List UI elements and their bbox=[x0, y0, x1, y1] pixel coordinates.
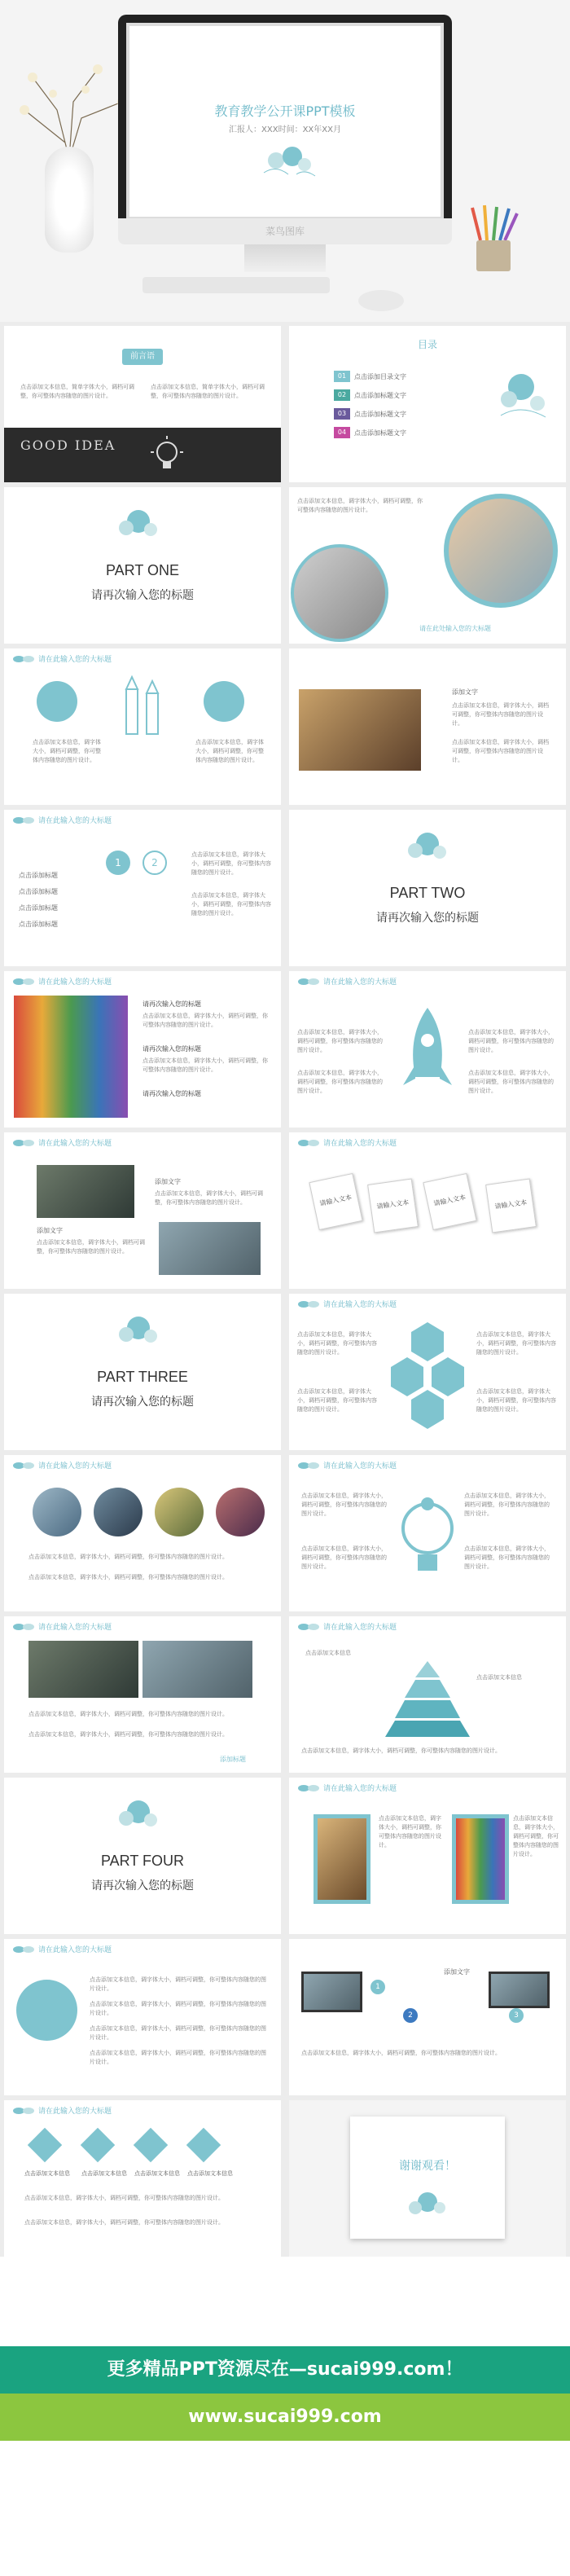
preface-text-left: 点击添加文本信息，简单字体大小，调档可调整，你可整体内容随您的图片设计。 bbox=[20, 384, 134, 399]
body-text-3: 点击添加文本信息，调字体大小，调档可调整，你可整体内容随您的图片设计。 bbox=[464, 1492, 550, 1517]
slide-header bbox=[297, 1137, 397, 1148]
slide-header bbox=[297, 976, 397, 987]
hero-section bbox=[0, 0, 570, 322]
floral-icon bbox=[399, 2182, 456, 2222]
toc-title: 目录 bbox=[417, 339, 437, 350]
pencil-cup-icon bbox=[464, 204, 521, 273]
body-text-2: 点击添加文本信息，调字体大小，调档可调整，你可整体内容随您的图片设计。 bbox=[37, 1239, 145, 1255]
toc-num-4: 04 bbox=[334, 427, 350, 438]
slide-header-text: 请在此输入您的大标题 bbox=[38, 1946, 112, 1954]
step-label: 点击添加标题 bbox=[19, 872, 58, 879]
palette-icon bbox=[37, 681, 77, 722]
body-text: 点击添加文本信息，调字体大小，调档可调整，你可整体内容随您的图片设计。 bbox=[142, 1013, 268, 1028]
slide-two-photos bbox=[4, 1616, 281, 1773]
step-circle: 1 bbox=[370, 1980, 385, 1994]
body-text-2: 点击添加文本信息 bbox=[476, 1674, 522, 1681]
step-circle: 2 bbox=[403, 2008, 418, 2023]
label: 点击添加文本信息 bbox=[134, 2170, 180, 2177]
floral-icon bbox=[106, 497, 171, 546]
slide-header bbox=[12, 1460, 112, 1470]
body-text: 点击添加文本信息，调字体大小，调档可调整，你可整体内容随您的图片设计。 bbox=[24, 2195, 224, 2201]
slide-books bbox=[289, 648, 566, 805]
body-text-2: 点击添加文本信息，调字体大小，调档可调整，你可整体内容随您的图片设计。 bbox=[191, 892, 271, 917]
body-text-3: 点击添加文本信息，调字体大小，调档可调整，你可整体内容随您的图片设计。 bbox=[90, 2025, 266, 2041]
toc-item-4[interactable]: 点击添加标题文字 bbox=[354, 429, 406, 437]
slide-header bbox=[12, 1944, 112, 1954]
meeting-photo bbox=[142, 1641, 252, 1698]
body-text-2: 点击添加文本信息，调字体大小，调档可调整，你可整体内容随您的图片设计。 bbox=[297, 1070, 383, 1094]
leaf-icon bbox=[12, 1622, 35, 1632]
step-label: 点击添加标题 bbox=[19, 921, 58, 928]
framed-photo bbox=[452, 1814, 509, 1904]
classroom-photo bbox=[37, 1165, 134, 1218]
body-text: 点击添加文本信息，调字体大小，调档可调整，你可整体内容随您的图片设计。 bbox=[301, 2050, 501, 2056]
keyboard-image bbox=[142, 277, 330, 293]
floral-icon bbox=[260, 140, 317, 181]
lightbulb-icon bbox=[395, 1488, 460, 1585]
slide-header bbox=[297, 1460, 397, 1470]
body-text-2: 点击添加文本信息，调字体大小，调档可调整，你可整体内容随您的图片设计。 bbox=[301, 1545, 387, 1570]
laptop-photo bbox=[301, 1972, 362, 2012]
toc-num-3: 03 bbox=[334, 408, 350, 420]
slide-header-text: 请在此输入您的大标题 bbox=[38, 656, 112, 664]
part-subtitle: 请再次输入您的标题 bbox=[91, 1879, 194, 1892]
circle-photo bbox=[216, 1488, 265, 1536]
slide-header-text: 请在此输入您的大标题 bbox=[323, 1462, 397, 1470]
chalk-text: GOOD IDEA bbox=[20, 437, 116, 453]
body-text: 点击添加文本信息，调字体大小，调档可调整，你可整体内容随您的图片设计。 bbox=[191, 851, 271, 876]
slide-diamonds bbox=[4, 2100, 281, 2257]
leaf-icon bbox=[297, 1783, 320, 1793]
step-circle: 3 bbox=[509, 2008, 524, 2023]
slide-part-two bbox=[289, 810, 566, 966]
leaf-icon bbox=[12, 977, 35, 987]
slide-header bbox=[12, 1137, 112, 1148]
slide-header-text: 请在此输入您的大标题 bbox=[323, 1785, 397, 1793]
part-title: PART TWO bbox=[389, 885, 466, 901]
slide-notes bbox=[289, 1132, 566, 1289]
slide-header bbox=[297, 1299, 397, 1309]
body-text-2: 点击添加文本信息，调字体大小，调档可调整，你可整体内容随您的图片设计。 bbox=[513, 1815, 559, 1857]
leaf-icon bbox=[12, 1138, 35, 1148]
add-text-label: 添加文字 bbox=[444, 1968, 470, 1976]
thanks-text: 谢谢观看！ bbox=[399, 2160, 456, 2173]
body-text-2: 点击添加文本信息，调字体大小，调档可调整，你可整体内容随您的图片设计。 bbox=[452, 739, 549, 763]
monitor-frame bbox=[118, 15, 452, 228]
diamond-icon bbox=[28, 2128, 62, 2162]
body-text: 点击添加文本信息，调字体大小，调档可调整，你可整体内容随您的图片设计。 bbox=[28, 1554, 228, 1560]
preface-text-right: 点击添加文本信息，简单字体大小，调档可调整，你可整体内容随您的图片设计。 bbox=[151, 384, 265, 399]
slide-preface bbox=[4, 326, 281, 482]
circle-photo bbox=[94, 1488, 142, 1536]
part-title: PART THREE bbox=[97, 1369, 188, 1385]
body-text-3: 点击添加文本信息，调字体大小，调档可调整，你可整体内容随您的图片设计。 bbox=[468, 1029, 554, 1053]
body-text: 点击添加文本信息 bbox=[305, 1650, 351, 1656]
body-text-2: 点击添加文本信息，调字体大小，调档可调整，你可整体内容随您的图片设计。 bbox=[24, 2219, 224, 2226]
body-text-2: 点击添加文本信息，调字体大小，调档可调整，你可整体内容随您的图片设计。 bbox=[28, 1574, 228, 1580]
floral-icon bbox=[106, 1303, 171, 1352]
body-text-4: 点击添加文本信息，调字体大小，调档可调整，你可整体内容随您的图片设计。 bbox=[468, 1070, 554, 1094]
slide-thanks bbox=[289, 2100, 566, 2257]
hand-icon bbox=[204, 681, 244, 722]
circle-photo bbox=[33, 1488, 81, 1536]
figure-photo bbox=[291, 544, 388, 642]
website-banner[interactable]: www.sucai999.com bbox=[0, 2394, 570, 2441]
body-text: 点击添加文本信息，调字体大小，调档可调整，你可整体内容随您的图片设计。 bbox=[301, 1492, 387, 1517]
body-text: 点击添加文本信息，调字体大小，调档可调整，你可整体内容随您的图片设计。 bbox=[297, 1029, 383, 1053]
toc-item-3[interactable]: 点击添加标题文字 bbox=[354, 411, 406, 418]
tablet-photo bbox=[489, 1972, 550, 2008]
caption: 请在此处输入您的大标题 bbox=[419, 625, 491, 632]
body-text-left: 点击添加文本信息，调字体大小，调档可调整，你可整体内容随您的图片设计。 bbox=[33, 739, 101, 763]
slide-header bbox=[12, 976, 112, 987]
framed-photo bbox=[314, 1814, 370, 1904]
label: 点击添加文本信息 bbox=[24, 2170, 70, 2177]
slide-header bbox=[297, 1783, 397, 1793]
body-text-2: 点击添加文本信息，调字体大小，调档可调整，你可整体内容随您的图片设计。 bbox=[28, 1731, 228, 1738]
slide-steps bbox=[4, 810, 281, 966]
steps-list bbox=[19, 871, 58, 929]
pushpin-icon bbox=[16, 1980, 77, 2041]
note-card: 请输入文本 bbox=[423, 1173, 476, 1230]
rocket-icon bbox=[399, 1004, 456, 1101]
slide-header-text: 请在此输入您的大标题 bbox=[38, 978, 112, 987]
body-text: 点击添加文本信息，调字体大小，调档可调整，你可整体内容随您的图片设计。 bbox=[297, 1331, 377, 1356]
leaf-icon bbox=[297, 1622, 320, 1632]
flowers-illustration bbox=[8, 61, 130, 159]
leaf-icon bbox=[12, 1461, 35, 1470]
note-card: 请输入文本 bbox=[485, 1178, 537, 1233]
slide-header-text: 请在此输入您的大标题 bbox=[38, 1624, 112, 1632]
slide-lightbulb bbox=[289, 1455, 566, 1611]
slide-header-text: 请在此输入您的大标题 bbox=[323, 1624, 397, 1632]
leaf-icon bbox=[12, 2106, 35, 2116]
toc-item-1[interactable]: 点击添加目录文字 bbox=[354, 373, 406, 380]
slide-header-text: 请在此输入您的大标题 bbox=[38, 1140, 112, 1148]
slide-header-text: 请在此输入您的大标题 bbox=[323, 978, 397, 987]
step-label: 点击添加标题 bbox=[19, 888, 58, 895]
label: 点击添加文本信息 bbox=[187, 2170, 233, 2177]
body-text-2: 点击添加文本信息，调字体大小，调档可调整，你可整体内容随您的图片设计。 bbox=[142, 1057, 268, 1073]
vase-image bbox=[45, 147, 94, 253]
pencils-photo bbox=[14, 996, 128, 1118]
add-text-label: 添加文字 bbox=[452, 688, 478, 696]
heading: 请再次输入您的标题 bbox=[142, 1000, 201, 1008]
note-card: 请输入文本 bbox=[367, 1178, 419, 1233]
toc-num-2: 02 bbox=[334, 389, 350, 401]
body-text: 点击添加文本信息，调字体大小，调档可调整，你可整体内容随您的图片设计。 bbox=[297, 498, 423, 513]
body-text: 点击添加文本信息，调字体大小，调档可调整，你可整体内容随您的图片设计。 bbox=[452, 702, 549, 727]
slide-pencils bbox=[4, 971, 281, 1128]
body-text-3: 点击添加文本信息，调字体大小，调档可调整，你可整体内容随您的图片设计。 bbox=[301, 1747, 501, 1754]
floral-icon bbox=[493, 358, 554, 424]
step-label: 点击添加标题 bbox=[19, 904, 58, 912]
heading: 请再次输入您的标题 bbox=[142, 1045, 201, 1053]
add-title-label: 添加标题 bbox=[220, 1756, 246, 1763]
slide-framed-photos bbox=[289, 1778, 566, 1934]
part-title: PART FOUR bbox=[100, 1853, 184, 1869]
floral-icon bbox=[395, 820, 460, 868]
circle-photo bbox=[155, 1488, 204, 1536]
leaf-icon bbox=[12, 654, 35, 664]
slide-pin bbox=[4, 1939, 281, 2095]
slide-header bbox=[12, 2105, 112, 2116]
slide-devices bbox=[289, 1939, 566, 2095]
floral-icon bbox=[106, 1787, 171, 1836]
body-text: 点击添加文本信息，调字体大小，调档可调整，你可整体内容随您的图片设计。 bbox=[90, 1976, 266, 1992]
body-text-3: 点击添加文本信息，调字体大小，调档可调整，你可整体内容随您的图片设计。 bbox=[476, 1331, 556, 1356]
part-subtitle: 请再次输入您的标题 bbox=[91, 589, 194, 602]
books-photo bbox=[299, 689, 421, 771]
leaf-icon bbox=[12, 1945, 35, 1954]
slide-part-one bbox=[4, 487, 281, 644]
cover-slide bbox=[126, 23, 444, 220]
toc-num-1: 01 bbox=[334, 371, 350, 382]
slide-header-text: 请在此输入您的大标题 bbox=[38, 817, 112, 825]
cover-subtitle: 汇报人：XXX时间：XX年XX月 bbox=[229, 125, 341, 134]
slide-header bbox=[297, 1621, 397, 1632]
diamond-icon bbox=[81, 2128, 115, 2162]
body-text-4: 点击添加文本信息，调字体大小，调档可调整，你可整体内容随您的图片设计。 bbox=[90, 2050, 266, 2065]
diamond-icon bbox=[186, 2128, 221, 2162]
body-text-4: 点击添加文本信息，调字体大小，调档可调整，你可整体内容随您的图片设计。 bbox=[476, 1388, 556, 1413]
body-text-2: 点击添加文本信息，调字体大小，调档可调整，你可整体内容随您的图片设计。 bbox=[90, 2001, 266, 2016]
label: 点击添加文本信息 bbox=[81, 2170, 127, 2177]
body-text-2: 点击添加文本信息，调字体大小，调档可调整，你可整体内容随您的图片设计。 bbox=[297, 1388, 377, 1413]
mouse-image bbox=[358, 290, 404, 311]
part-subtitle: 请再次输入您的标题 bbox=[376, 912, 479, 925]
slide-part-four bbox=[4, 1778, 281, 1934]
slide-header-text: 请在此输入您的大标题 bbox=[323, 1301, 397, 1309]
teacher-photo bbox=[444, 494, 558, 608]
body-text-4: 点击添加文本信息，调字体大小，调档可调整，你可整体内容随您的图片设计。 bbox=[464, 1545, 550, 1570]
slide-classroom bbox=[4, 1132, 281, 1289]
slide-header bbox=[12, 815, 112, 825]
step-circle: 1 bbox=[106, 851, 130, 875]
add-text-label: 添加文字 bbox=[155, 1178, 181, 1185]
slide-photo-caption bbox=[289, 487, 566, 644]
slide-header bbox=[12, 1621, 112, 1632]
leaf-icon bbox=[297, 1461, 320, 1470]
leaf-icon bbox=[12, 815, 35, 825]
cover-title: 教育教学公开课PPT模板 bbox=[214, 103, 356, 119]
slide-header-text: 请在此输入您的大标题 bbox=[38, 1462, 112, 1470]
diamond-icon bbox=[134, 2128, 168, 2162]
meeting-photo bbox=[159, 1222, 261, 1275]
slide-header bbox=[12, 653, 112, 664]
body-text-right: 点击添加文本信息，调字体大小，调档可调整，你可整体内容随您的图片设计。 bbox=[195, 739, 264, 763]
body-text: 点击添加文本信息，调字体大小，调档可调整，你可整体内容随您的图片设计。 bbox=[28, 1711, 228, 1717]
slide-icons bbox=[4, 648, 281, 805]
part-title: PART ONE bbox=[105, 562, 180, 578]
slide-header-text: 请在此输入您的大标题 bbox=[323, 1140, 397, 1148]
step-circle: 2 bbox=[142, 851, 167, 875]
leaf-icon bbox=[297, 1299, 320, 1309]
heading: 请再次输入您的标题 bbox=[142, 1090, 201, 1097]
monitor-stand bbox=[244, 244, 326, 272]
thanks-poster bbox=[350, 2117, 505, 2239]
pencils-icon bbox=[110, 673, 175, 738]
pyramid-chart bbox=[379, 1657, 476, 1739]
leaf-icon bbox=[297, 977, 320, 987]
slide-pyramid bbox=[289, 1616, 566, 1773]
slide-header-text: 请在此输入您的大标题 bbox=[38, 2108, 112, 2116]
chalkboard-image bbox=[4, 428, 281, 482]
promo-banner[interactable]: 更多精品PPT资源尽在—sucai999.com！ bbox=[0, 2346, 570, 2394]
add-text-label: 添加文字 bbox=[37, 1227, 63, 1234]
hexagon-cluster bbox=[383, 1318, 472, 1432]
slide-rocket bbox=[289, 971, 566, 1128]
slide-circle-photos bbox=[4, 1455, 281, 1611]
monitor-chin: 菜鸟图库 bbox=[118, 218, 452, 244]
classroom-photo bbox=[28, 1641, 138, 1698]
toc-item-2[interactable]: 点击添加标题文字 bbox=[354, 392, 406, 399]
body-text: 点击添加文本信息，调字体大小，调档可调整，你可整体内容随您的图片设计。 bbox=[379, 1815, 441, 1848]
leaf-icon bbox=[297, 1138, 320, 1148]
lightbulb-icon bbox=[142, 434, 191, 475]
slide-hexagons bbox=[289, 1294, 566, 1450]
slide-part-three bbox=[4, 1294, 281, 1450]
preface-badge: 前言语 bbox=[122, 349, 163, 365]
slide-toc bbox=[289, 326, 566, 482]
part-subtitle: 请再次输入您的标题 bbox=[91, 1396, 194, 1409]
note-card: 请输入文本 bbox=[309, 1173, 362, 1230]
body-text: 点击添加文本信息，调字体大小，调档可调整，你可整体内容随您的图片设计。 bbox=[155, 1190, 263, 1206]
